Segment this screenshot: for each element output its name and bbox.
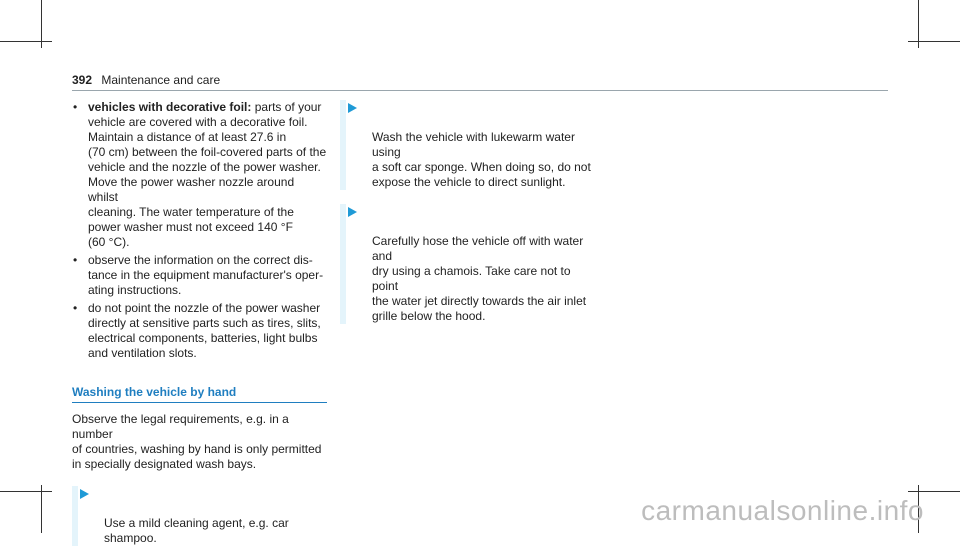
bullet-text: observe the information on the correct dis- tance in the equipment manufacturer's oper- ating instructions. xyxy=(88,253,324,297)
bullet-item xyxy=(72,301,327,361)
crop-mark xyxy=(908,41,960,42)
step-arrow-icon xyxy=(348,207,357,217)
page-number: 392 xyxy=(72,73,93,87)
bullet-text: parts of your vehicle are covered with a decorative foil. Maintain a distance of at least 27.6 in (70 cm) between the foil-covered parts of the vehicle and the nozzle of the power washer. Move the power washer nozzle around whilst cleaning. The water temperature of the power washer must not exceed 140 °F (60 °C). xyxy=(88,100,327,249)
bullet-item xyxy=(72,253,327,298)
section-rule xyxy=(72,402,327,403)
step-arrow-icon xyxy=(80,489,89,499)
crop-mark xyxy=(41,485,42,533)
bullet-item xyxy=(72,100,327,250)
crop-mark xyxy=(0,491,52,492)
section-paragraph: Observe the legal requirements, e.g. in a number of countries, washing by hand is only permitted in specially designated wash bays. xyxy=(72,412,322,471)
right-column xyxy=(340,100,595,338)
bullet-text: do not point the nozzle of the power washer directly at sensitive parts such as tires, slits, electrical components, batteries, light bulbs and ventilation slots. xyxy=(88,301,321,360)
step-text: Wash the vehicle with lukewarm water using a soft car sponge. When doing so, do not expose the vehicle to direct sunlight. xyxy=(372,130,591,189)
chapter-title: Maintenance and care xyxy=(101,73,221,87)
instruction-step xyxy=(340,100,595,190)
page-header xyxy=(72,73,220,87)
section-heading: Washing the vehicle by hand xyxy=(72,385,237,399)
left-column xyxy=(72,100,327,560)
header-rule xyxy=(72,90,888,91)
step-arrow-icon xyxy=(348,103,357,113)
instruction-step xyxy=(72,486,327,546)
step-text: Use a mild cleaning agent, e.g. car shampoo. xyxy=(104,516,289,545)
crop-mark xyxy=(0,41,52,42)
instruction-step xyxy=(340,204,595,324)
step-text: Carefully hose the vehicle off with water and dry using a chamois. Take care not to point the water jet directly towards the air inlet grille below the hood. xyxy=(372,234,587,323)
bullet-lead: vehicles with decorative foil: xyxy=(88,100,252,114)
crop-mark xyxy=(908,491,960,492)
watermark: carmanualsonline.info xyxy=(641,495,924,526)
